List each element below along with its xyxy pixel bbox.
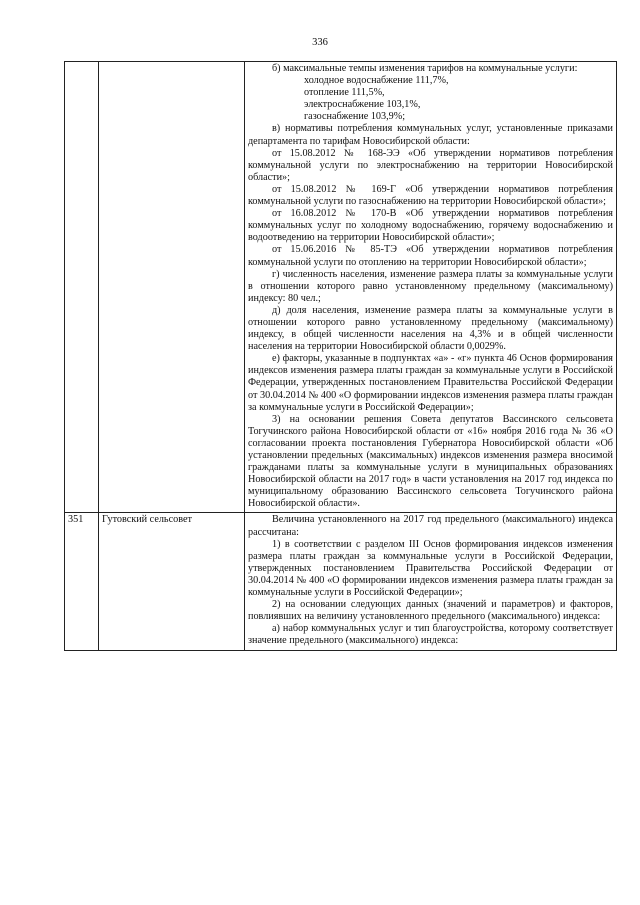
paragraph: от 15.08.2012 № 168-ЭЭ «Об утверждении нормативов потребления коммунальной услуги по электроснабжению на территории Новосибирской области»;	[248, 147, 613, 183]
municipality-name-cell: Гутовский сельсовет	[99, 513, 245, 650]
paragraph: от 15.08.2012 № 169-Г «Об утверждении нормативов потребления коммунальной услуги по газоснабжению на территории Новосибирской области»;	[248, 183, 613, 208]
description-cell	[245, 62, 617, 513]
paragraph: а) набор коммунальных услуг и тип благоустройства, которому соответствует значение предельного (максимального) индекса:	[248, 623, 613, 647]
municipal-index-table	[64, 61, 617, 651]
tariff-rate: холодное водоснабжение 111,7%,	[304, 75, 449, 87]
table-row	[65, 513, 617, 650]
paragraph: 2) на основании следующих данных (значений и параметров) и факторов, повлиявших на величину установленного предельного (максимального) индекса:	[248, 599, 613, 623]
paragraph: от 15.06.2016 № 85-ТЭ «Об утверждении нормативов потребления коммунальной услуги по отоплению на территории Новосибирской области»;	[248, 244, 613, 268]
paragraph: в) нормативы потребления коммунальных услуг, установленные приказами департамента по тарифам Новосибирской области:	[248, 123, 613, 147]
paragraph: д) доля населения, изменение размера платы за коммунальные услуги в отношении которого равно установленному предельному (максимальному) индексу, в общей численности населения на 4,3% и в общей численности населения на территории Новосибирской области 0,0029%.	[248, 304, 613, 353]
description-cell	[245, 513, 617, 650]
paragraph: Величина установленного на 2017 год предельного (максимального) индекса рассчитана:	[248, 514, 613, 538]
paragraph: б) максимальные темпы изменения тарифов на коммунальные услуги:	[272, 63, 578, 74]
row-number-cell	[65, 62, 99, 513]
page-number: 336	[312, 37, 328, 48]
row-number-cell: 351	[65, 513, 99, 650]
tariff-rate: отопление 111,5%,	[304, 87, 385, 99]
paragraph: 3) на основании решения Совета депутатов Вассинского сельсовета Тогучинского района Новосибирской области от «16» ноября 2016 года № 36 «О согласовании проекта постановления Губернатора Новосибирской области «Об установлении предельных (максимальных) индексов изменения размера вносимой гражданами платы за коммунальные услуги в муниципальных образованиях Новосибирской области на 2017 год» в части установления на 2017 год индекса по муниципальному образованию Вассинского сельсовета Тогучинского района Новосибирской области».	[248, 413, 613, 510]
paragraph: г) численность населения, изменение размера платы за коммунальные услуги в отношении которого равно установленному предельному (максимальному) индексу: 80 чел.;	[248, 268, 613, 304]
paragraph: е) факторы, указанные в подпунктах «а» - «г» пункта 46 Основ формирования индексов изменения размера платы граждан за коммунальные услуги в Российской Федерации, утвержденных постановлением Правительства Российской Федерации от 30.04.2014 № 400 «О формировании индексов изменения размера платы граждан за коммунальные услуги в Российской Федерации»;	[248, 353, 613, 413]
municipality-name-cell	[99, 62, 245, 513]
paragraph: 1) в соответствии с разделом III Основ формирования индексов изменения размера платы граждан за коммунальные услуги в Российской Федерации, утвержденных постановлением Правительства Российской Федерации от 30.04.2014 № 400 «О формировании индексов изменения размера платы граждан за коммунальные услуги в Российской Федерации»;	[248, 538, 613, 599]
paragraph: от 16.08.2012 № 170-В «Об утверждении нормативов потребления коммунальных услуг по холодному водоснабжению, горячему водоснабжению и водоотведению на территории Новосибирской области»;	[248, 208, 613, 244]
tariff-rate: электроснабжение 103,1%,	[304, 99, 421, 111]
table-row	[65, 62, 617, 513]
tariff-rate: газоснабжение 103,9%;	[304, 111, 406, 123]
